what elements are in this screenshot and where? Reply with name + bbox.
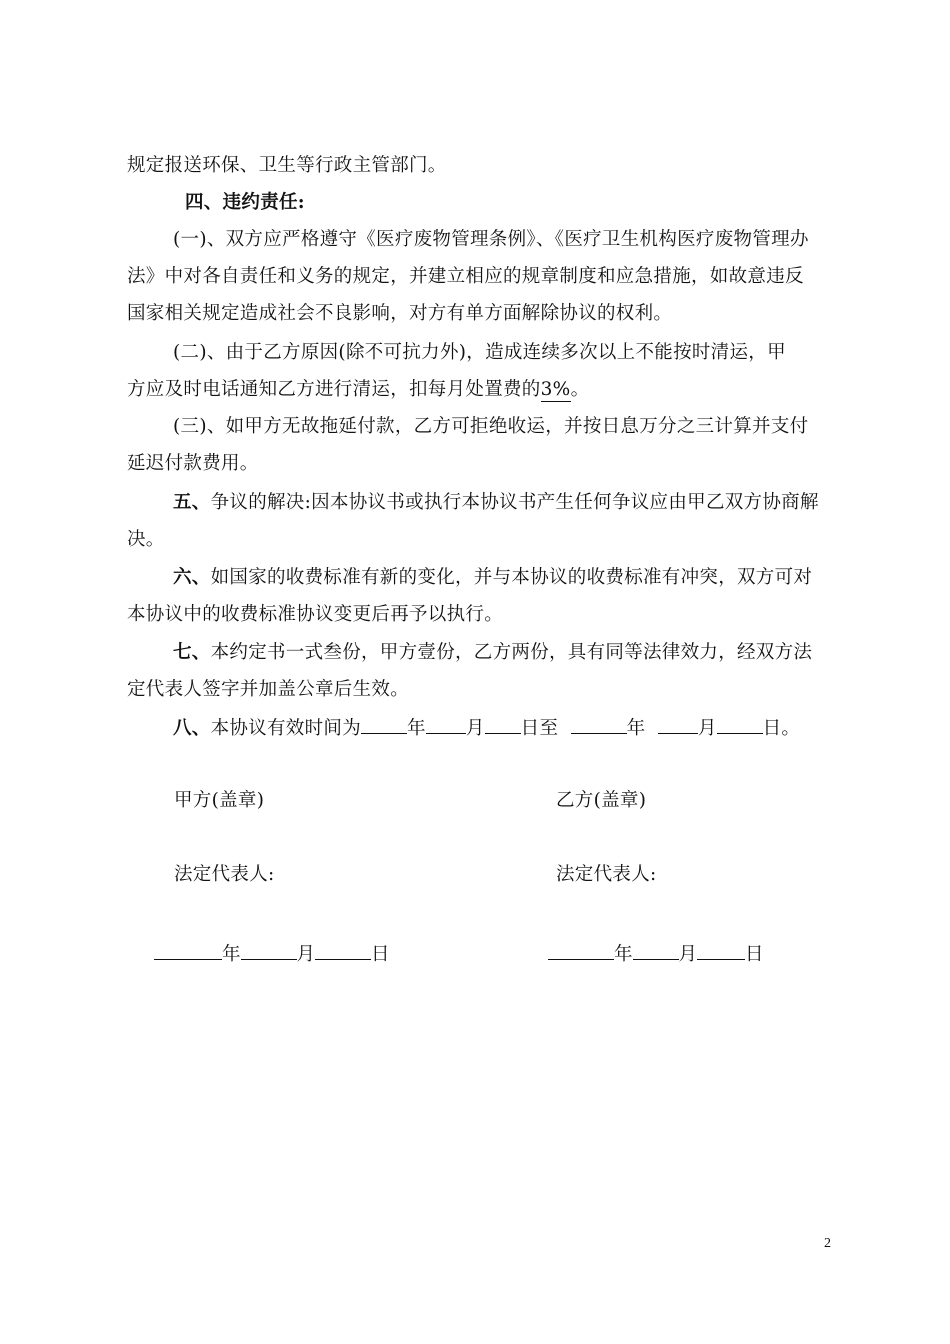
party-b-blank-month xyxy=(633,937,679,960)
section-5: 五、争议的解决:因本协议书或执行本协议书产生任何争议应由甲乙双方协商解 决。 xyxy=(127,492,819,550)
blank-year-start xyxy=(361,711,407,734)
blank-month-end xyxy=(658,711,698,734)
section-4-title: 四、违约责任: xyxy=(185,192,305,213)
clause-3: (三)、如甲方无故拖延付款，乙方可拒绝收运，并按日息万分之三计算并支付 延迟付款费用。 xyxy=(127,416,809,474)
blank-year-end xyxy=(571,711,627,734)
party-b-date: 年 月 日 xyxy=(548,937,764,968)
section-4-heading xyxy=(127,184,839,221)
party-a-blank-month xyxy=(241,937,297,960)
blank-day-start xyxy=(485,711,521,734)
penalty-percent: 3% xyxy=(540,379,571,400)
page-number: 2 xyxy=(824,1236,831,1251)
party-b-blank-day xyxy=(697,937,745,960)
blank-day-end xyxy=(717,711,763,734)
clause-2: (二)、由于乙方原因(除不可抗力外)，造成连续多次以上不能按时清运，甲 方应及时电话通知乙方进行清运，扣每月处置费的3%。 xyxy=(127,342,786,400)
clause-1: (一)、双方应严格遵守《医疗废物管理条例》、《医疗卫生机构医疗废物管理办 法》中对各自责任和义务的规定，并建立相应的规章制度和应急措施，如故意违反 国家相关规定造成社会不良影响，对方有单方面解除协议的权利。 xyxy=(127,229,809,324)
party-b-representative-label: 法定代表人: xyxy=(556,864,657,885)
paragraph-carryover: 规定报送环保、卫生等行政主管部门。 xyxy=(127,155,447,176)
blank-month-start xyxy=(426,711,466,734)
party-a-blank-year xyxy=(154,937,222,960)
party-a-representative-label: 法定代表人: xyxy=(174,864,275,885)
party-a-seal-label: 甲方(盖章) xyxy=(174,790,265,811)
party-b-blank-year xyxy=(548,937,614,960)
party-a-blank-day xyxy=(315,937,371,960)
section-6: 六、如国家的收费标准有新的变化，并与本协议的收费标准有冲突，双方可对 本协议中的收费标准协议变更后再予以执行。 xyxy=(127,567,813,625)
party-a-date: 年 月 日 xyxy=(154,937,390,968)
section-8: 八、本协议有效时间为 年 月 日至 年 月 日。 xyxy=(127,710,839,747)
party-b-seal-label: 乙方(盖章) xyxy=(556,790,647,811)
section-7: 七、本约定书一式叁份，甲方壹份，乙方两份，具有同等法律效力，经双方法 定代表人签字并加盖公章后生效。 xyxy=(127,642,813,700)
